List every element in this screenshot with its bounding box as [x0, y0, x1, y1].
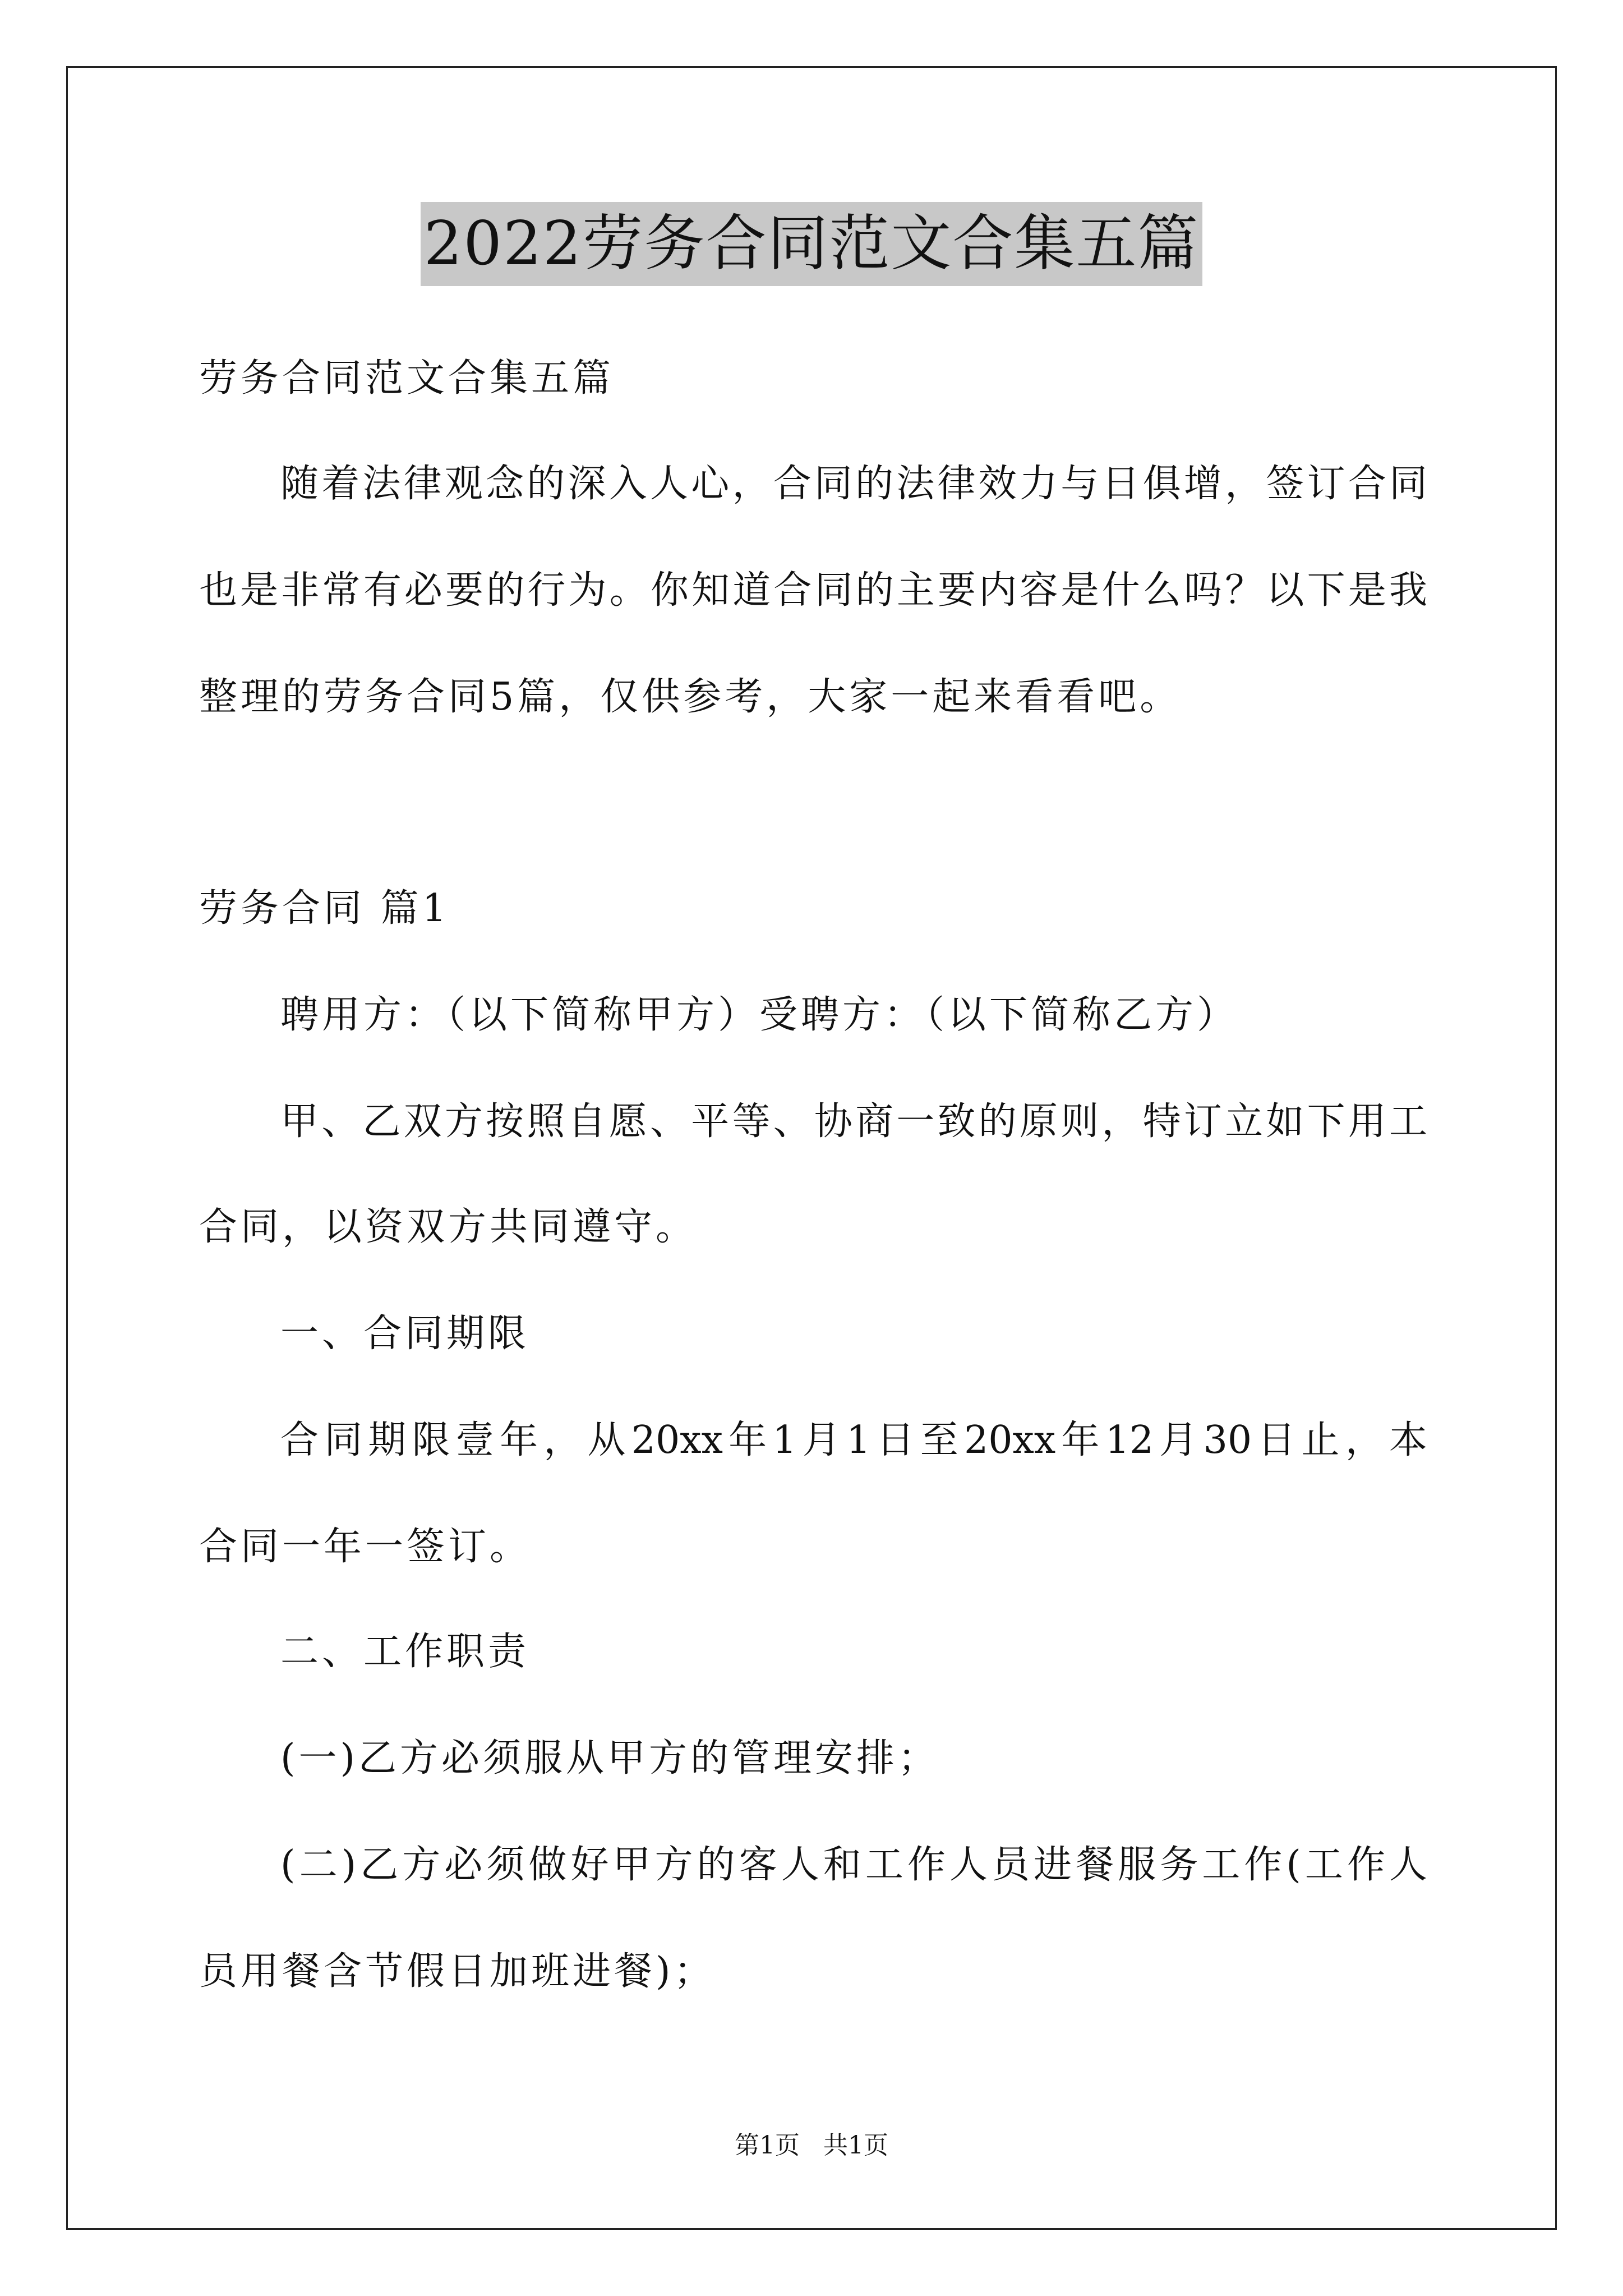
- principle-line-1: 甲、乙双方按照自愿、平等、协商一致的原则，特订立如下用工: [280, 1099, 1427, 1144]
- clause-2-heading: 二、工作职责: [280, 1630, 530, 1674]
- clause-1-line-1: 合同期限壹年，从20xx年1月1日至20xx年12月30日止，本: [280, 1418, 1427, 1462]
- document-title: 2022劳务合同范文合集五篇: [421, 202, 1203, 286]
- section-heading: 劳务合同 篇1: [199, 886, 450, 931]
- clause-1-heading: 一、合同期限: [280, 1312, 530, 1356]
- subtitle: 劳务合同范文合集五篇: [199, 356, 615, 401]
- intro-line-2: 也是非常有必要的行为。你知道合同的主要内容是什么吗？以下是我: [199, 568, 1427, 613]
- intro-line-3: 整理的劳务合同5篇，仅供参考，大家一起来看看吧。: [199, 675, 1182, 719]
- page-footer: 第1页 共1页: [735, 2131, 888, 2160]
- clause-2-item-2-line-2: 员用餐含节假日加班进餐)；: [199, 1949, 716, 1994]
- clause-2-item-1: (一)乙方必须服从甲方的管理安排；: [280, 1736, 940, 1780]
- clause-1-line-2: 合同一年一签订。: [199, 1525, 532, 1569]
- title-container: [0, 202, 1623, 286]
- clause-2-item-2-line-1: (二)乙方必须做好甲方的客人和工作人员进餐服务工作(工作人: [280, 1843, 1427, 1887]
- principle-line-2: 合同，以资双方共同遵守。: [199, 1205, 698, 1249]
- parties-line: 聘用方：（以下简称甲方）受聘方：（以下简称乙方）: [280, 993, 1239, 1037]
- intro-line-1: 随着法律观念的深入人心，合同的法律效力与日俱增，签订合同: [280, 462, 1427, 506]
